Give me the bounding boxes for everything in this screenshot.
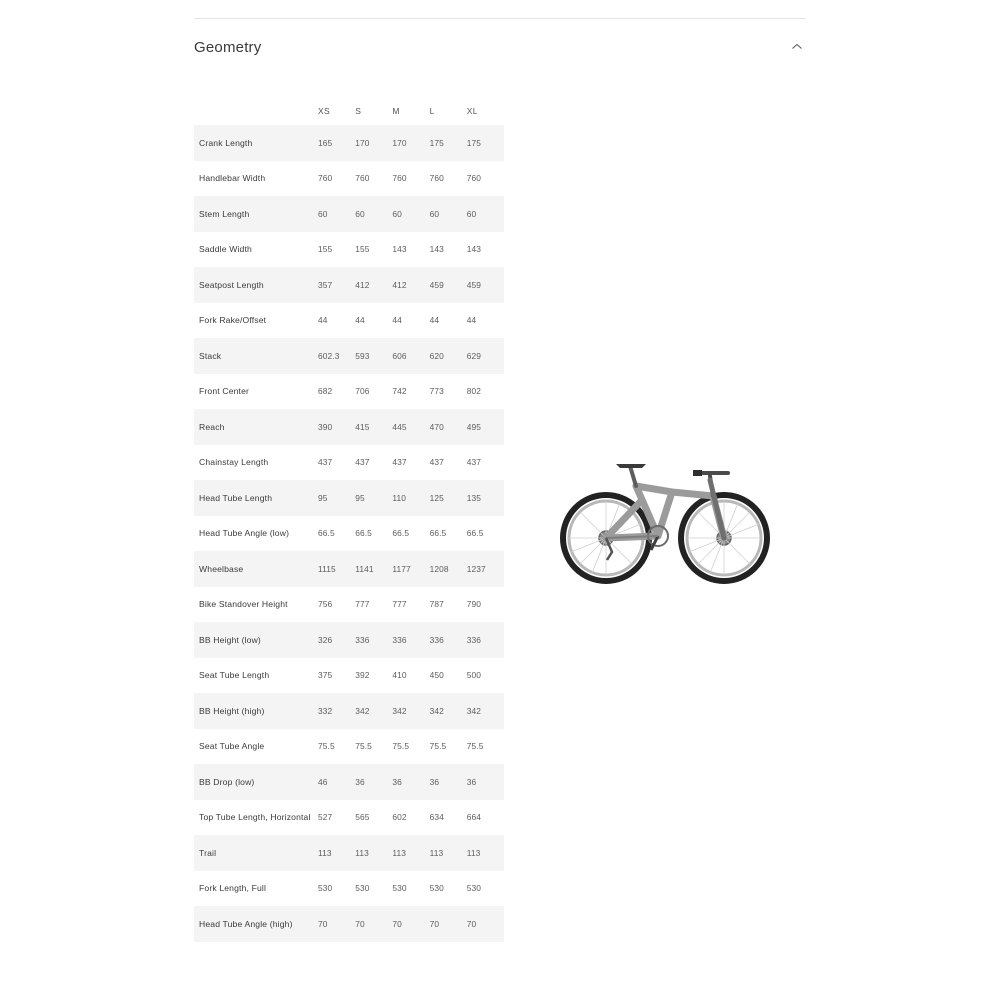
table-row bbox=[194, 409, 504, 445]
cell-l: 450 bbox=[429, 670, 444, 681]
cell-xl: 342 bbox=[466, 705, 482, 716]
table-row bbox=[194, 800, 504, 836]
cell-xs: 390 bbox=[318, 421, 333, 432]
cell-s: 75.5 bbox=[355, 741, 372, 752]
cell-xl: 135 bbox=[466, 492, 482, 503]
row-label: BB Height (low) bbox=[199, 634, 261, 645]
row-label: Chainstay Length bbox=[199, 457, 269, 468]
cell-xl: 44 bbox=[466, 315, 477, 326]
table-row bbox=[194, 764, 504, 800]
cell-xs: 1115 bbox=[318, 563, 336, 574]
table-header-row bbox=[194, 96, 504, 125]
cell-xl: 60 bbox=[466, 208, 477, 219]
cell-l: 36 bbox=[429, 776, 440, 787]
table-row bbox=[194, 480, 504, 516]
cell-xl: 802 bbox=[466, 386, 482, 397]
table-row bbox=[194, 161, 504, 197]
cell-xs: 357 bbox=[318, 279, 333, 290]
cell-s: 593 bbox=[355, 350, 370, 361]
cell-s: 760 bbox=[355, 173, 370, 184]
geometry-section-header[interactable] bbox=[194, 33, 806, 61]
cell-s: 565 bbox=[355, 812, 370, 823]
cell-s: 415 bbox=[355, 421, 370, 432]
table-body bbox=[194, 125, 504, 942]
cell-l: 113 bbox=[429, 847, 444, 858]
cell-s: 1141 bbox=[355, 563, 374, 574]
cell-l: 70 bbox=[429, 918, 440, 929]
row-label: Head Tube Length bbox=[199, 492, 273, 503]
page-title: Geometry bbox=[194, 38, 262, 56]
cell-xs: 70 bbox=[318, 918, 328, 929]
cell-xs: 155 bbox=[318, 244, 333, 255]
cell-s: 437 bbox=[355, 457, 370, 468]
table-row bbox=[194, 906, 504, 942]
cell-xs: 530 bbox=[318, 883, 333, 894]
cell-m: 113 bbox=[392, 847, 407, 858]
table-row bbox=[194, 125, 504, 161]
cell-s: 66.5 bbox=[355, 528, 372, 539]
cell-xl: 530 bbox=[466, 883, 482, 894]
row-label: Reach bbox=[199, 421, 225, 432]
column-header-s: S bbox=[355, 105, 362, 116]
cell-l: 75.5 bbox=[429, 741, 447, 752]
cell-m: 1177 bbox=[392, 563, 411, 574]
cell-s: 342 bbox=[355, 705, 370, 716]
row-label: Seatpost Length bbox=[199, 279, 264, 290]
table-row bbox=[194, 835, 504, 871]
table-row bbox=[194, 338, 504, 374]
table-row bbox=[194, 729, 504, 765]
column-header-xs: XS bbox=[318, 105, 330, 116]
cell-l: 125 bbox=[429, 492, 444, 503]
cell-l: 66.5 bbox=[429, 528, 447, 539]
cell-l: 620 bbox=[429, 350, 444, 361]
cell-xs: 165 bbox=[318, 137, 333, 148]
cell-l: 634 bbox=[429, 812, 444, 823]
cell-xl: 113 bbox=[466, 847, 481, 858]
cell-s: 70 bbox=[355, 918, 365, 929]
cell-l: 1208 bbox=[429, 563, 449, 574]
cell-xl: 629 bbox=[466, 350, 482, 361]
table-row bbox=[194, 303, 504, 339]
table-row bbox=[194, 658, 504, 694]
cell-xl: 760 bbox=[466, 173, 482, 184]
cell-s: 412 bbox=[355, 279, 370, 290]
cell-xs: 44 bbox=[318, 315, 328, 326]
cell-l: 459 bbox=[429, 279, 444, 290]
cell-l: 437 bbox=[429, 457, 444, 468]
cell-xl: 1237 bbox=[466, 563, 486, 574]
row-label: Seat Tube Length bbox=[199, 670, 270, 681]
cell-m: 342 bbox=[392, 705, 407, 716]
cell-l: 760 bbox=[429, 173, 444, 184]
cell-s: 706 bbox=[355, 386, 370, 397]
cell-m: 760 bbox=[392, 173, 407, 184]
cell-s: 392 bbox=[355, 670, 370, 681]
geometry-table bbox=[194, 96, 504, 942]
cell-xs: 113 bbox=[318, 847, 332, 858]
cell-xs: 46 bbox=[318, 776, 328, 787]
cell-l: 143 bbox=[429, 244, 444, 255]
cell-s: 113 bbox=[355, 847, 369, 858]
table-row bbox=[194, 445, 504, 481]
cell-l: 342 bbox=[429, 705, 444, 716]
row-label: Head Tube Angle (low) bbox=[199, 528, 290, 539]
section-divider bbox=[194, 18, 806, 19]
cell-l: 44 bbox=[429, 315, 440, 326]
cell-xl: 495 bbox=[466, 421, 482, 432]
row-label: BB Drop (low) bbox=[199, 776, 255, 787]
cell-m: 336 bbox=[392, 634, 407, 645]
cell-xl: 437 bbox=[466, 457, 482, 468]
row-label: Saddle Width bbox=[199, 244, 252, 255]
row-label: Front Center bbox=[199, 386, 250, 397]
cell-m: 143 bbox=[392, 244, 407, 255]
table-row bbox=[194, 587, 504, 623]
cell-xs: 375 bbox=[318, 670, 333, 681]
cell-xl: 664 bbox=[466, 812, 482, 823]
cell-m: 170 bbox=[392, 137, 407, 148]
cell-s: 155 bbox=[355, 244, 370, 255]
cell-m: 70 bbox=[392, 918, 402, 929]
cell-m: 606 bbox=[392, 350, 407, 361]
cell-m: 110 bbox=[392, 492, 407, 503]
cell-s: 777 bbox=[355, 599, 370, 610]
cell-xs: 332 bbox=[318, 705, 333, 716]
cell-xs: 602.3 bbox=[318, 350, 340, 361]
cell-m: 410 bbox=[392, 670, 407, 681]
cell-xl: 75.5 bbox=[466, 741, 484, 752]
cell-xs: 756 bbox=[318, 599, 333, 610]
cell-xs: 60 bbox=[318, 208, 328, 219]
cell-xs: 95 bbox=[318, 492, 328, 503]
mountain-bike-illustration bbox=[550, 440, 790, 585]
cell-s: 36 bbox=[355, 776, 365, 787]
cell-xs: 75.5 bbox=[318, 741, 335, 752]
row-label: Crank Length bbox=[199, 137, 253, 148]
table-row bbox=[194, 374, 504, 410]
row-label: Stem Length bbox=[199, 208, 250, 219]
cell-s: 336 bbox=[355, 634, 370, 645]
cell-xs: 527 bbox=[318, 812, 333, 823]
table-row bbox=[194, 871, 504, 907]
cell-l: 787 bbox=[429, 599, 444, 610]
row-label: Seat Tube Angle bbox=[199, 741, 265, 752]
cell-m: 412 bbox=[392, 279, 407, 290]
table-row bbox=[194, 232, 504, 268]
row-label: Fork Length, Full bbox=[199, 883, 267, 894]
row-label: Trail bbox=[199, 847, 217, 858]
geometry-table-container bbox=[194, 96, 504, 942]
cell-xs: 326 bbox=[318, 634, 333, 645]
cell-xl: 459 bbox=[466, 279, 482, 290]
cell-xl: 36 bbox=[466, 776, 477, 787]
row-label: Fork Rake/Offset bbox=[199, 315, 267, 326]
cell-s: 530 bbox=[355, 883, 370, 894]
cell-xs: 66.5 bbox=[318, 528, 335, 539]
cell-xl: 336 bbox=[466, 634, 482, 645]
cell-m: 530 bbox=[392, 883, 407, 894]
cell-s: 95 bbox=[355, 492, 365, 503]
row-label: Wheelbase bbox=[199, 563, 244, 574]
cell-s: 60 bbox=[355, 208, 365, 219]
cell-m: 44 bbox=[392, 315, 402, 326]
cell-l: 60 bbox=[429, 208, 440, 219]
cell-m: 437 bbox=[392, 457, 407, 468]
column-header-l: L bbox=[429, 105, 435, 116]
row-label: BB Height (high) bbox=[199, 705, 265, 716]
cell-l: 175 bbox=[429, 137, 444, 148]
cell-m: 75.5 bbox=[392, 741, 410, 752]
table-row bbox=[194, 622, 504, 658]
cell-xl: 175 bbox=[466, 137, 482, 148]
cell-xl: 66.5 bbox=[466, 528, 484, 539]
row-label: Handlebar Width bbox=[199, 173, 266, 184]
column-header-label bbox=[194, 96, 318, 125]
row-label: Stack bbox=[199, 350, 222, 361]
cell-m: 36 bbox=[392, 776, 402, 787]
cell-s: 170 bbox=[355, 137, 370, 148]
cell-l: 773 bbox=[429, 386, 444, 397]
cell-m: 602 bbox=[392, 812, 407, 823]
column-header-xl: XL bbox=[466, 105, 478, 116]
chevron-up-icon[interactable] bbox=[790, 40, 804, 54]
cell-xl: 70 bbox=[466, 918, 477, 929]
cell-xl: 500 bbox=[466, 670, 482, 681]
table-row bbox=[194, 516, 504, 552]
cell-xl: 790 bbox=[466, 599, 482, 610]
cell-m: 445 bbox=[392, 421, 407, 432]
cell-xs: 760 bbox=[318, 173, 333, 184]
cell-xs: 437 bbox=[318, 457, 333, 468]
cell-m: 742 bbox=[392, 386, 407, 397]
cell-m: 66.5 bbox=[392, 528, 410, 539]
row-label: Head Tube Angle (high) bbox=[199, 918, 293, 929]
table-header bbox=[194, 96, 504, 125]
table-row bbox=[194, 196, 504, 232]
cell-l: 336 bbox=[429, 634, 444, 645]
cell-l: 470 bbox=[429, 421, 444, 432]
row-label: Top Tube Length, Horizontal bbox=[199, 812, 311, 823]
cell-m: 777 bbox=[392, 599, 407, 610]
cell-s: 44 bbox=[355, 315, 365, 326]
cell-xl: 143 bbox=[466, 244, 482, 255]
cell-m: 60 bbox=[392, 208, 402, 219]
cell-xs: 682 bbox=[318, 386, 333, 397]
table-row bbox=[194, 551, 504, 587]
cell-l: 530 bbox=[429, 883, 444, 894]
column-header-m: M bbox=[392, 105, 400, 116]
table-row bbox=[194, 693, 504, 729]
table-row bbox=[194, 267, 504, 303]
row-label: Bike Standover Height bbox=[199, 599, 288, 610]
